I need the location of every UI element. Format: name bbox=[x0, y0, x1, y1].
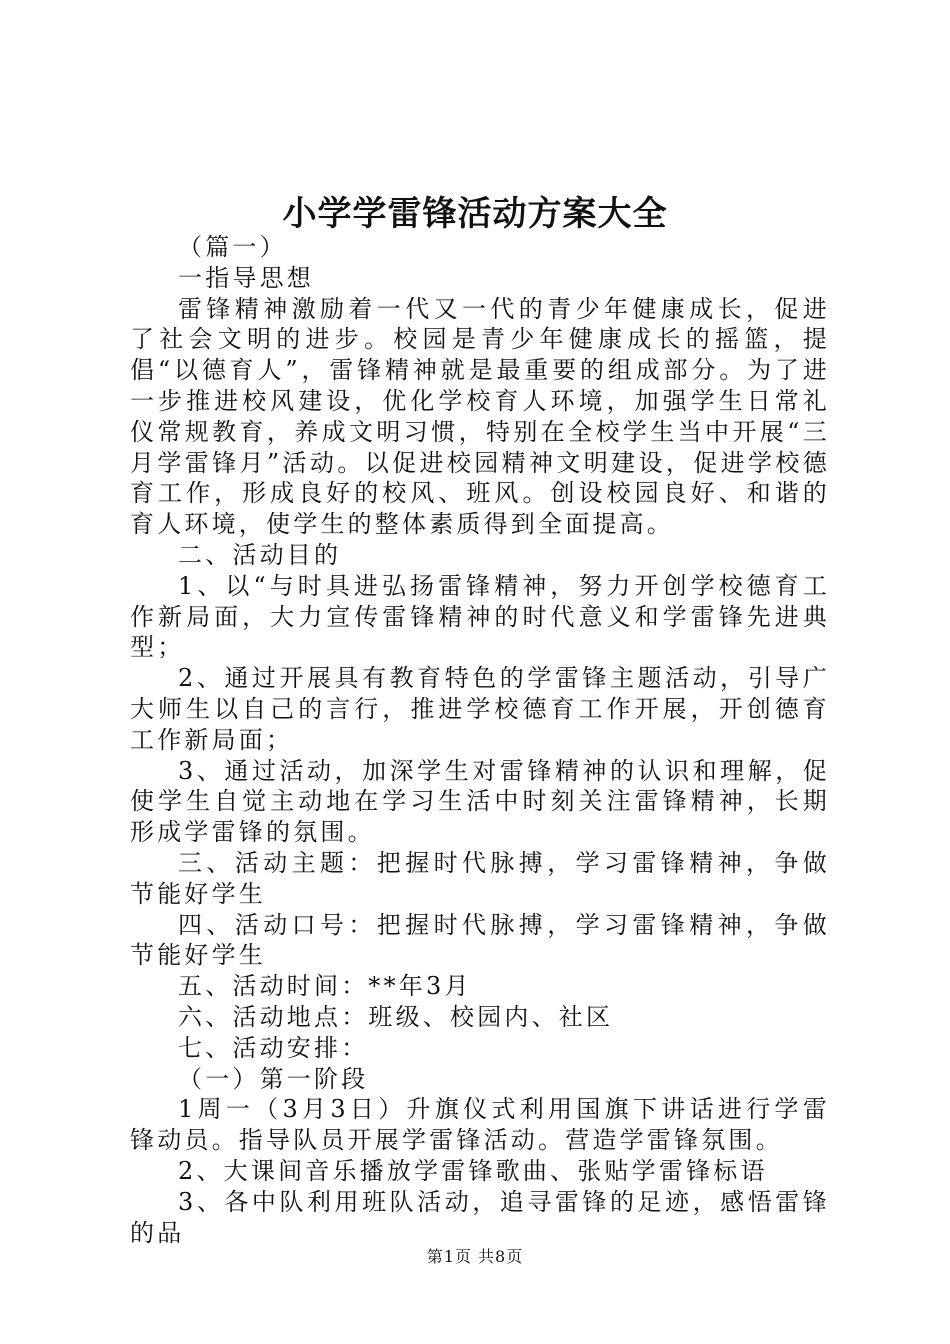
paragraph-activity-location: 六、活动地点：班级、校园内、社区 bbox=[178, 1002, 614, 1031]
paragraph-purpose-1: 1、以“与时具进弘扬雷锋精神，努力开创学校德育工作新局面，大力宣传雷锋精神的时代意义和学雷锋先进典型； bbox=[130, 571, 830, 662]
heading-activity-arrangement: 七、活动安排： bbox=[178, 1033, 369, 1062]
paragraph-purpose-2: 2、通过开展具有教育特色的学雷锋主题活动，引导广大师生以自己的言行，推进学校德育工作开展，开创德育工作新局面； bbox=[130, 664, 830, 754]
document-title: 小学学雷锋活动方案大全 bbox=[282, 194, 668, 234]
heading-guiding-ideology: 一指导思想 bbox=[178, 263, 314, 292]
paragraph-stage-item-1: 1周一（3月3日）升旗仪式利用国旗下讲话进行学雷锋动员。指导队员开展学雷锋活动。营造学雷锋氛围。 bbox=[130, 1095, 830, 1155]
paragraph-section-label: （篇一） bbox=[178, 233, 287, 261]
heading-activity-purpose: 二、活动目的 bbox=[178, 540, 342, 569]
paragraph-guiding-ideology: 雷锋精神激励着一代又一代的青少年健康成长，促进了社会文明的进步。校园是青少年健康成长的摇篮，提倡“以德育人”，雷锋精神就是最重要的组成部分。为了进一步推进校风建设，优化学校育人环境，加强学生日常礼仪常规教育，养成文明习惯，特别在全校学生当中开展“三月学雷锋月”活动。以促进校园精神文明建设，促进学校德育工作，形成良好的校风、班风。创设校园良好、和谐的育人环境，使学生的整体素质得到全面提高。 bbox=[130, 294, 830, 539]
document-body bbox=[130, 232, 830, 1248]
paragraph-activity-slogan: 四、活动口号：把握时代脉搏，学习雷锋精神，争做节能好学生 bbox=[130, 910, 830, 970]
paragraph-activity-theme: 三、活动主题：把握时代脉搏，学习雷锋精神，争做节能好学生 bbox=[130, 848, 830, 908]
page-number: 第1页 共8页 bbox=[426, 1247, 524, 1266]
paragraph-stage-item-3: 3、各中队利用班队活动，追寻雷锋的足迹，感悟雷锋的品 bbox=[130, 1187, 830, 1247]
heading-first-stage: （一）第一阶段 bbox=[178, 1064, 369, 1093]
paragraph-activity-time: 五、活动时间：**年3月 bbox=[178, 972, 472, 1001]
paragraph-stage-item-2: 2、大课间音乐播放学雷锋歌曲、张贴学雷锋标语 bbox=[178, 1156, 768, 1185]
paragraph-purpose-3: 3、通过活动，加深学生对雷锋精神的认识和理解，促使学生自觉主动地在学习生活中时刻关注雷锋精神，长期形成学雷锋的氛围。 bbox=[130, 756, 830, 847]
